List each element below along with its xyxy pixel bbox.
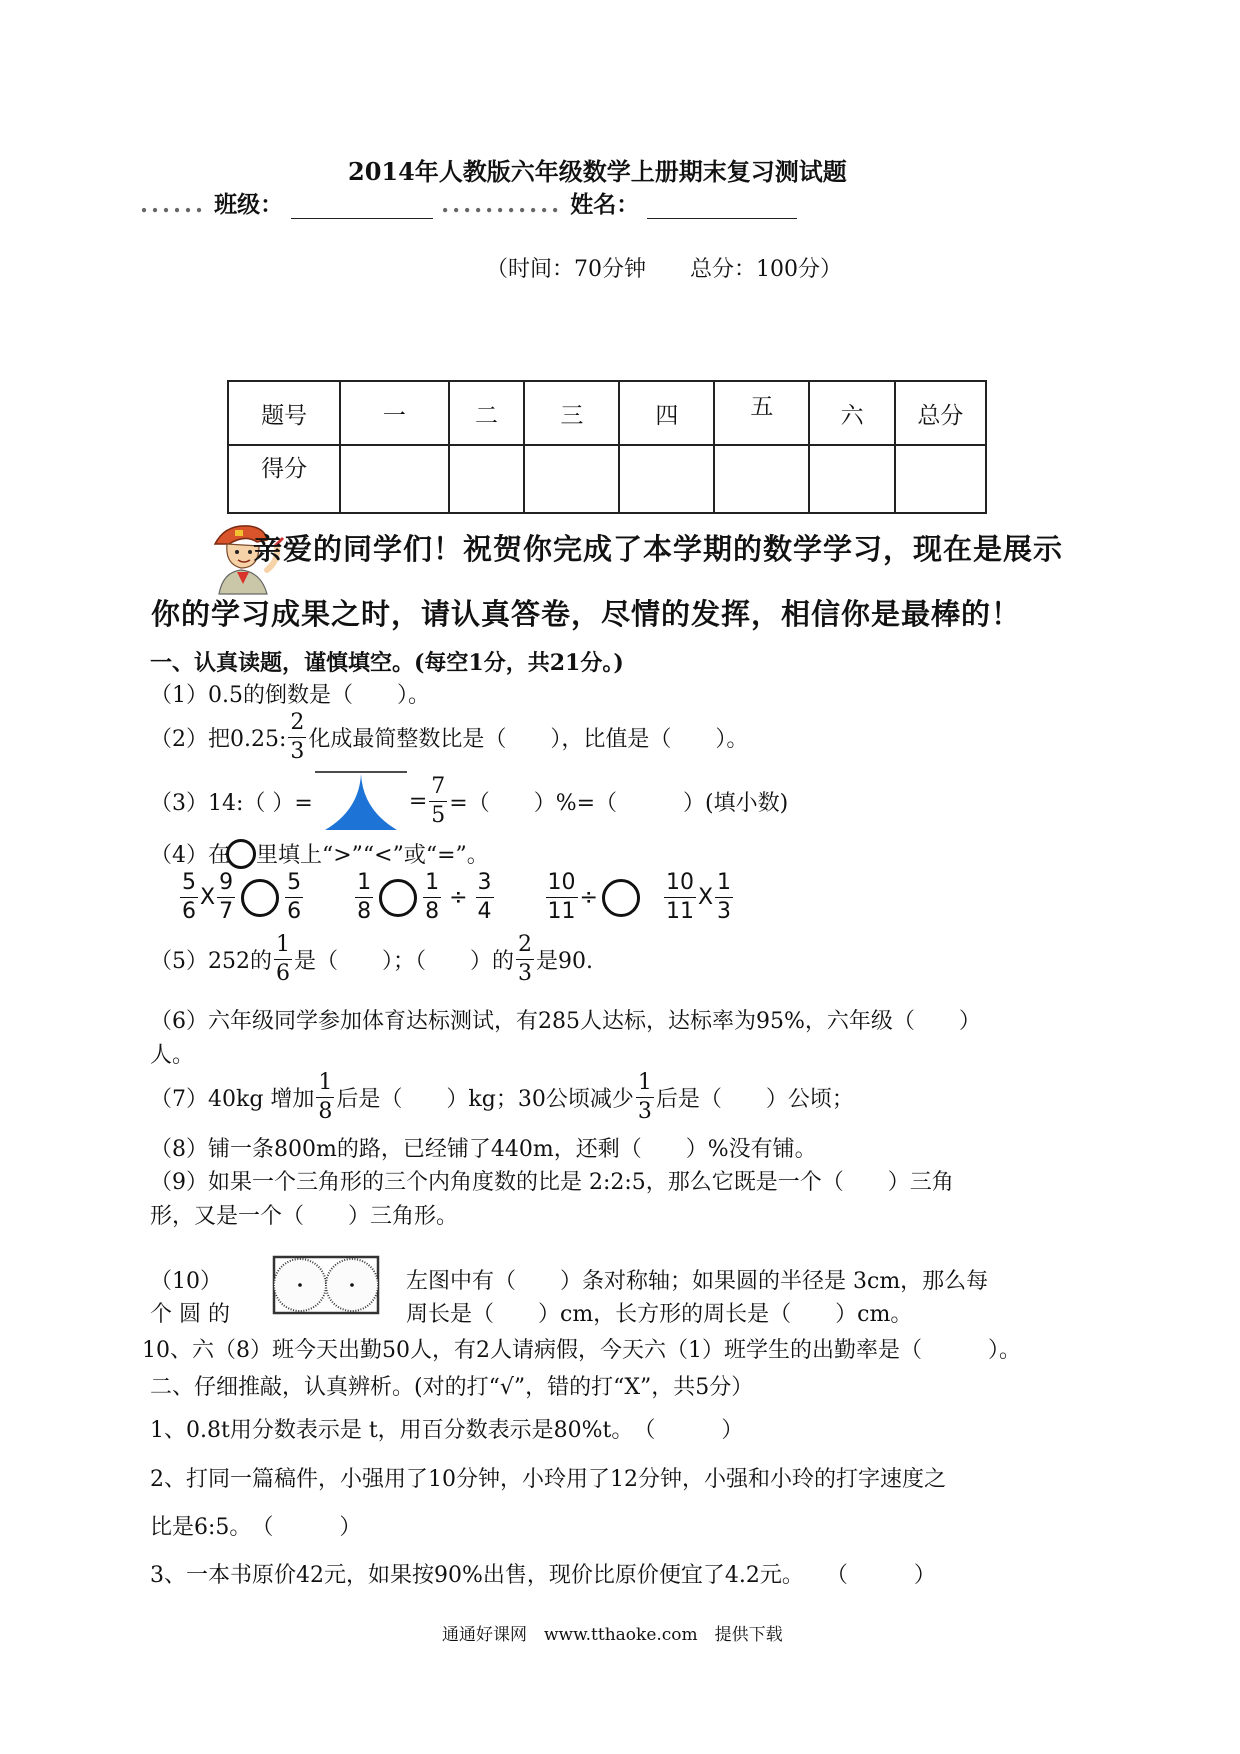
class-label: 班级： xyxy=(214,191,284,218)
operator: X xyxy=(697,885,714,910)
score-header-cell: 四 xyxy=(619,381,714,445)
question-9-line-1: （9）如果一个三角形的三个内角度数的比是 2:2:5，那么它既是一个（ ）三角 xyxy=(150,1170,954,1195)
fraction: $\frac{3}{4}$ xyxy=(477,870,492,924)
fraction: $\frac{5}{6}$ xyxy=(182,870,196,924)
blue-shape-placeholder xyxy=(315,770,407,832)
judge-1: 1、0.8t用分数表示是 t，用百分数表示是80%t。 （ ） xyxy=(150,1418,744,1443)
question-9-line-2: 形，又是一个（ ）三角形。 xyxy=(150,1204,459,1229)
fraction: $\frac{9}{7}$ xyxy=(219,870,234,924)
circle-blank-icon xyxy=(226,839,256,869)
operator: ÷ xyxy=(579,885,598,910)
score-row-label: 得分 xyxy=(228,445,340,513)
q5-fraction-2: $\frac{2}{3}$ xyxy=(518,932,533,986)
question-1: （1）0.5的倒数是（ ）。 xyxy=(150,683,430,708)
question-4 xyxy=(150,838,489,869)
q5-text-a: （5）252的 xyxy=(150,949,272,974)
q7-text-a: （7）40kg 增加 xyxy=(150,1087,315,1112)
q7-text-c: 后是（ ）公顷； xyxy=(655,1087,854,1112)
q3-fraction: $\frac{7}{5}$ xyxy=(431,773,446,828)
compare-circle-input[interactable] xyxy=(602,879,640,917)
question-5 xyxy=(150,934,593,985)
q4-expressions xyxy=(178,872,735,923)
q5-fraction-1: $\frac{1}{6}$ xyxy=(276,932,290,986)
score-cell[interactable] xyxy=(619,445,714,513)
question-10-label-2: 个 圆 的 xyxy=(150,1302,230,1327)
q2-text-b: 化成最简整数比是（ ），比值是（ ）。 xyxy=(308,727,749,752)
question-10-line-1: 左图中有（ ）条对称轴；如果圆的半径是 3cm，那么每 xyxy=(406,1269,989,1294)
score-cell[interactable] xyxy=(340,445,448,513)
fraction: $\frac{10}{11}$ xyxy=(665,870,694,924)
score-cell[interactable] xyxy=(895,445,986,513)
question-attendance: 10、六（8）班今天出勤50人，有2人请病假，今天六（1）班学生的出勤率是（ ）。 xyxy=(142,1338,1021,1363)
time-info: （时间：70分钟 总分：100分） xyxy=(486,257,842,282)
score-table xyxy=(227,380,987,514)
score-cell[interactable] xyxy=(449,445,525,513)
score-cell[interactable] xyxy=(809,445,894,513)
name-field[interactable] xyxy=(647,194,797,219)
section-2-heading: 二、仔细推敲，认真辨析。(对的打“√”，错的打“X”，共5分） xyxy=(150,1375,754,1400)
q7-text-b: 后是（ ）kg；30公顷减少 xyxy=(336,1087,634,1112)
score-header-cell: 总分 xyxy=(895,381,986,445)
two-circles-rectangle-figure xyxy=(272,1254,380,1318)
question-10-line-2: 周长是（ ）cm，长方形的周长是（ ）cm。 xyxy=(406,1302,913,1327)
question-8: （8）铺一条800m的路，已经铺了440m，还剩（ ）%没有铺。 xyxy=(150,1137,817,1162)
score-cell[interactable] xyxy=(714,445,809,513)
compare-circle-input[interactable] xyxy=(241,879,279,917)
fraction: $\frac{10}{11}$ xyxy=(547,870,576,924)
score-header-cell: 三 xyxy=(524,381,619,445)
greeting-line-1: 亲爱的同学们！祝贺你完成了本学期的数学学习，现在是展示 xyxy=(253,532,1064,566)
q5-text-b: 是（ ）；（ ）的 xyxy=(294,949,515,974)
score-header-cell: 六 xyxy=(809,381,894,445)
score-header-cell: 五 xyxy=(714,381,809,445)
q7-fraction-2: $\frac{1}{3}$ xyxy=(637,1070,652,1124)
question-2 xyxy=(150,712,748,763)
q3-text-c: =（ ）%=（ ）(填小数) xyxy=(449,790,789,816)
greeting-line-2: 你的学习成果之时，请认真答卷，尽情的发挥，相信你是最棒的！ xyxy=(151,597,1022,631)
question-10-label: （10） xyxy=(150,1269,222,1294)
q4-text-b: 里填上“>”“<”或“=”。 xyxy=(256,843,489,868)
footer-credit: 通通好课网 www.tthaoke.com 提供下载 xyxy=(442,1625,783,1645)
judge-2-line-1: 2、打同一篇稿件，小强用了10分钟，小玲用了12分钟，小强和小玲的打字速度之 xyxy=(150,1467,946,1492)
section-1-heading: 一、认真读题，谨慎填空。(每空1分，共21分。) xyxy=(150,650,624,676)
q3-text-b: = xyxy=(408,788,428,814)
q2-text-a: （2）把0.25: xyxy=(150,727,287,752)
dot-leader: ........... xyxy=(441,191,563,218)
q3-text-a: （3）14:（ ）= xyxy=(150,790,313,816)
class-field[interactable] xyxy=(291,194,433,219)
judge-2-line-2: 比是6:5。 （ ） xyxy=(150,1515,362,1540)
question-6-line-2: 人。 xyxy=(150,1043,195,1068)
fraction: $\frac{1}{8}$ xyxy=(357,870,372,924)
q5-text-c: 是90. xyxy=(536,949,594,974)
score-header-cell: 一 xyxy=(340,381,448,445)
page-title: 2014年人教版六年级数学上册期末复习测试题 xyxy=(348,157,847,186)
fraction: $\frac{1}{8}$ xyxy=(425,870,440,924)
q2-fraction: $\frac{2}{3}$ xyxy=(290,710,305,764)
question-7 xyxy=(150,1072,854,1123)
q7-fraction-1: $\frac{1}{8}$ xyxy=(318,1070,333,1124)
score-header-cell: 二 xyxy=(449,381,525,445)
question-6-line-1: （6）六年级同学参加体育达标测试，有285人达标，达标率为95%，六年级（ ） xyxy=(150,1009,981,1034)
q4-text-a: （4）在 xyxy=(150,843,230,868)
judge-3: 3、一本书原价42元，如果按90%出售，现价比原价便宜了4.2元。 （ ） xyxy=(150,1563,936,1588)
fraction: $\frac{1}{3}$ xyxy=(717,870,732,924)
operator: ÷ xyxy=(449,885,468,910)
question-3 xyxy=(150,770,788,832)
score-cell[interactable] xyxy=(524,445,619,513)
name-label: 姓名： xyxy=(570,191,640,218)
fraction: $\frac{5}{6}$ xyxy=(287,870,302,924)
dot-leader: ...... xyxy=(140,191,207,218)
class-name-line xyxy=(140,186,797,219)
score-header-cell: 题号 xyxy=(228,381,340,445)
compare-circle-input[interactable] xyxy=(379,879,417,917)
operator: X xyxy=(200,885,216,910)
